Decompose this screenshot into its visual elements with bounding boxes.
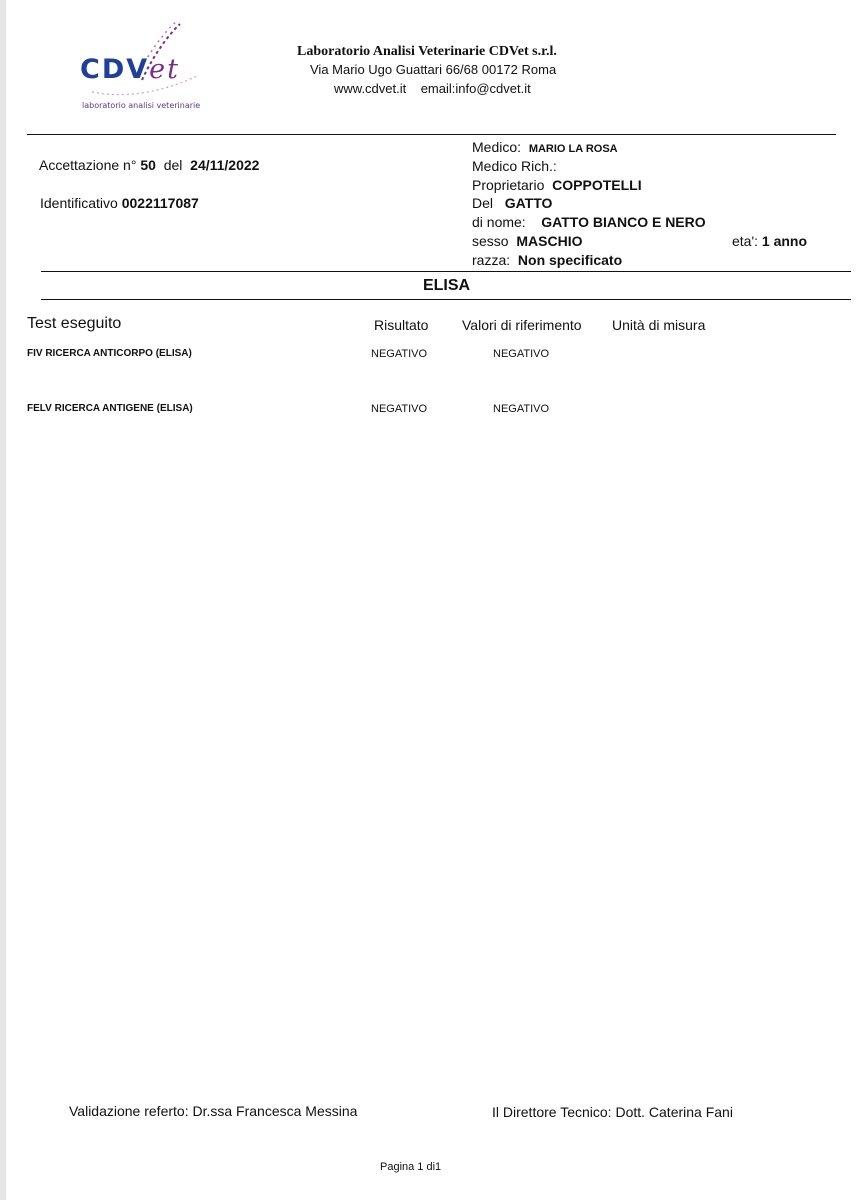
test-result: NEGATIVO	[371, 348, 428, 360]
pet-name-value: GATTO BIANCO E NERO	[541, 214, 706, 230]
page-edge	[0, 0, 6, 1200]
lab-address: Via Mario Ugo Guattari 66/68 00172 Roma	[310, 62, 557, 77]
test-name: FELV RICERCA ANTIGENE (ELISA)	[27, 403, 193, 414]
acceptance-date: 24/11/2022	[190, 157, 260, 173]
header-rule	[27, 134, 836, 135]
validation-signature: Validazione referto: Dr.ssa Francesca Messina	[69, 1103, 358, 1119]
pet-name-line	[472, 214, 706, 230]
section-rule	[41, 299, 851, 300]
sex-value: MASCHIO	[516, 233, 583, 249]
proprietario-label: Proprietario	[472, 177, 545, 193]
test-name: FIV RICERCA ANTICORPO (ELISA)	[27, 348, 192, 359]
proprietario-value: COPPOTELLI	[552, 177, 642, 193]
header-result: Risultato	[374, 317, 429, 333]
test-reference: NEGATIVO	[493, 403, 550, 415]
age-line	[732, 233, 807, 249]
logo-tagline: laboratorio analisi veterinarie	[82, 101, 201, 110]
lab-website: www.cdvet.it	[334, 81, 407, 96]
section-title: ELISA	[422, 277, 471, 294]
identifier-value: 0022117087	[121, 195, 199, 211]
breed-label: razza:	[472, 252, 511, 268]
age-value: 1 anno	[761, 233, 808, 249]
test-result: NEGATIVO	[371, 403, 428, 415]
age-label: eta':	[732, 233, 759, 249]
test-reference: NEGATIVO	[493, 348, 550, 360]
proprietario-line	[472, 177, 642, 193]
breed-value: Non specificato	[517, 252, 623, 268]
director-signature: Il Direttore Tecnico: Dott. Caterina Fani	[492, 1104, 733, 1120]
medico-line	[472, 139, 618, 155]
date-label: del	[163, 157, 183, 173]
identifier-line	[40, 195, 199, 211]
lab-name: Laboratorio Analisi Veterinarie CDVet s.r.l.	[297, 44, 557, 59]
identifier-label: Identificativo	[40, 195, 118, 211]
breed-line	[472, 252, 622, 268]
acceptance-line	[39, 157, 259, 173]
species-label: Del	[472, 195, 494, 211]
header-test: Test eseguito	[27, 315, 122, 332]
lab-contacts	[334, 81, 531, 96]
info-rule	[41, 271, 851, 272]
acceptance-label: Accettazione n°	[39, 157, 137, 173]
header-reference: Valori di riferimento	[462, 317, 582, 333]
sex-line	[472, 233, 582, 249]
cdvet-logo	[72, 18, 212, 113]
medico-value: MARIO LA ROSA	[528, 143, 618, 155]
page-number: Pagina 1 di1	[380, 1161, 442, 1173]
acceptance-number: 50	[140, 157, 156, 173]
medico-label: Medico:	[472, 139, 522, 155]
medico-rich-line: Medico Rich.:	[472, 158, 557, 174]
species-line	[472, 195, 552, 211]
sex-label: sesso	[472, 233, 509, 249]
header-unit: Unità di misura	[612, 317, 706, 333]
logo-wordmark: CDVet	[80, 54, 180, 85]
pet-name-label: di nome:	[472, 214, 526, 230]
species-value: GATTO	[504, 195, 553, 211]
lab-email: email:info@cdvet.it	[420, 81, 531, 96]
